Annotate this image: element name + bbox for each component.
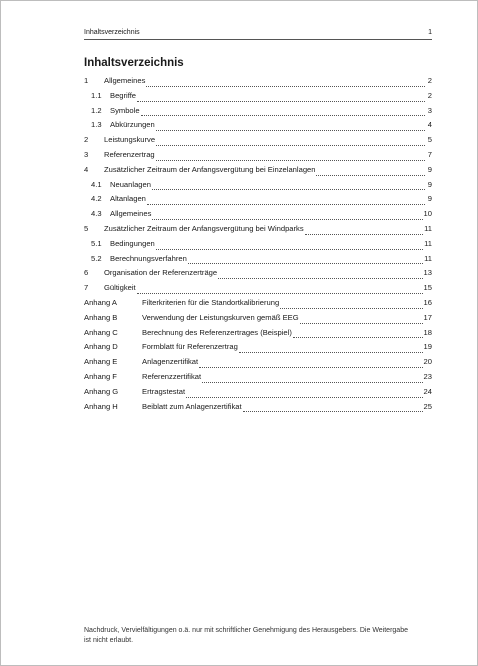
toc-entry[interactable] <box>84 254 432 269</box>
toc-entry[interactable] <box>84 135 432 150</box>
toc-entry-title: Formblatt für Referenzertrag <box>142 342 238 352</box>
toc-entry-page: 9 <box>427 164 432 174</box>
running-header-title: Inhaltsverzeichnis <box>84 29 140 36</box>
toc-entry-title: Beiblatt zum Anlagenzertifikat <box>142 401 242 411</box>
toc-entry-title: Zusätzlicher Zeitraum der Anfangsvergütung bei Einzelanlagen <box>104 164 316 174</box>
toc-entry-number: 1.3 <box>91 120 102 130</box>
toc-entry-number: 3 <box>84 149 89 159</box>
toc-entry-page: 24 <box>423 386 432 396</box>
toc-entry[interactable] <box>84 180 432 195</box>
toc-dot-leader <box>156 249 423 250</box>
toc-entry[interactable] <box>84 298 432 313</box>
toc-entry-title: Berechnung des Referenzertrages (Beispiel) <box>142 327 292 337</box>
running-header-page-number: 1 <box>428 29 432 36</box>
toc-dot-leader <box>243 411 423 412</box>
toc-entry-number: 7 <box>84 283 89 293</box>
toc-dot-leader <box>152 189 425 190</box>
toc-dot-leader <box>316 175 425 176</box>
toc-entry-title: Gültigkeit <box>104 283 136 293</box>
toc-dot-leader <box>146 86 425 87</box>
toc-entry[interactable] <box>84 372 432 387</box>
toc-entry-page: 9 <box>427 179 432 189</box>
toc-dot-leader <box>141 115 425 116</box>
toc-dot-leader <box>202 382 422 383</box>
toc-entry-number: Anhang H <box>84 401 118 411</box>
running-header <box>84 29 432 36</box>
toc-entry-page: 3 <box>427 105 432 115</box>
toc-entry-page: 18 <box>423 327 432 337</box>
toc-entry-title: Allgemeines <box>110 209 152 219</box>
toc-entry-number: Anhang E <box>84 357 118 367</box>
toc-entry-title: Allgemeines <box>104 76 146 85</box>
toc-entry-title: Leistungskurve <box>104 135 156 145</box>
toc-entry-title: Berechnungsverfahren <box>110 253 187 263</box>
toc-entry-page: 19 <box>423 342 432 352</box>
toc-entry-page: 5 <box>427 135 432 145</box>
toc-entry[interactable] <box>84 402 432 417</box>
toc-dot-leader <box>300 323 423 324</box>
toc-entry-page: 23 <box>423 371 432 381</box>
toc-entry-title: Ertragstestat <box>142 386 186 396</box>
toc-dot-leader <box>218 278 422 279</box>
toc-dot-leader <box>199 367 422 368</box>
toc-dot-leader <box>239 352 423 353</box>
toc-entry[interactable] <box>84 313 432 328</box>
toc-entry-title: Bedingungen <box>110 238 155 248</box>
toc-dot-leader <box>186 397 422 398</box>
toc-entry[interactable] <box>84 150 432 165</box>
toc-entry[interactable] <box>84 209 432 224</box>
toc-dot-leader <box>137 101 425 102</box>
toc-entry-title: Altanlagen <box>110 194 146 204</box>
toc-entry[interactable] <box>84 387 432 402</box>
toc-entry-number: Anhang B <box>84 312 118 322</box>
toc-entry-page: 9 <box>427 194 432 204</box>
toc-dot-leader <box>305 234 423 235</box>
toc-entry-page: 13 <box>423 268 432 278</box>
toc-entry[interactable] <box>84 106 432 121</box>
table-of-contents <box>84 76 432 416</box>
toc-dot-leader <box>293 337 423 338</box>
toc-dot-leader <box>156 160 425 161</box>
toc-entry[interactable] <box>84 357 432 372</box>
toc-entry-number: 5.2 <box>91 253 102 263</box>
toc-dot-leader <box>152 219 422 220</box>
toc-entry-number: Anhang A <box>84 297 117 307</box>
toc-entry-number: Anhang F <box>84 371 117 381</box>
toc-entry-page: 15 <box>423 283 432 293</box>
toc-entry-page: 11 <box>424 223 432 233</box>
toc-entry-page: 10 <box>423 209 432 219</box>
toc-entry[interactable] <box>84 239 432 254</box>
toc-entry-page: 2 <box>427 90 432 100</box>
toc-entry-title: Neuanlagen <box>110 179 151 189</box>
toc-entry-page: 2 <box>427 76 432 85</box>
toc-entry[interactable] <box>84 120 432 135</box>
toc-entry-title: Zusätzlicher Zeitraum der Anfangsvergütung bei Windparks <box>104 223 304 233</box>
toc-entry-number: Anhang D <box>84 342 118 352</box>
toc-entry-number: 1 <box>84 76 89 85</box>
toc-dot-leader <box>147 204 425 205</box>
toc-entry-title: Anlagenzertifikat <box>142 357 199 367</box>
toc-entry-number: 2 <box>84 135 89 145</box>
toc-entry-title: Referenzertrag <box>104 149 155 159</box>
toc-entry-title: Abkürzungen <box>110 120 155 130</box>
toc-entry[interactable] <box>84 165 432 180</box>
toc-entry-number: 4.3 <box>91 209 102 219</box>
toc-entry-number: 5.1 <box>91 238 102 248</box>
toc-entry-title: Verwendung der Leistungskurven gemäß EEG <box>142 312 299 322</box>
toc-entry-number: 1.1 <box>91 90 102 100</box>
toc-entry-title: Filterkriterien für die Standortkalibrierung <box>142 297 280 307</box>
toc-heading: Inhaltsverzeichnis <box>84 57 184 69</box>
toc-entry-title: Referenzzertifikat <box>142 371 202 381</box>
toc-entry[interactable] <box>84 91 432 106</box>
toc-entry-number: Anhang C <box>84 327 118 337</box>
toc-entry-number: Anhang G <box>84 386 119 396</box>
toc-dot-leader <box>156 145 425 146</box>
toc-entry-number: 5 <box>84 223 89 233</box>
toc-dot-leader <box>280 308 422 309</box>
toc-entry-number: 4.1 <box>91 179 102 189</box>
toc-entry-number: 4 <box>84 164 89 174</box>
toc-dot-leader <box>137 293 423 294</box>
toc-entry[interactable] <box>84 268 432 283</box>
toc-entry-number: 4.2 <box>91 194 102 204</box>
toc-dot-leader <box>156 130 425 131</box>
toc-entry[interactable] <box>84 328 432 343</box>
toc-entry-page: 4 <box>427 120 432 130</box>
toc-entry-number: 1.2 <box>91 105 102 115</box>
toc-dot-leader <box>188 263 423 264</box>
header-divider <box>84 39 432 40</box>
toc-entry[interactable] <box>84 283 432 298</box>
toc-entry-title: Begriffe <box>110 90 137 100</box>
toc-entry-page: 20 <box>423 357 432 367</box>
toc-entry-title: Symbole <box>110 105 140 115</box>
toc-entry-page: 11 <box>424 238 432 248</box>
toc-entry[interactable] <box>84 76 432 91</box>
copyright-notice: Nachdruck, Vervielfältigungen o.ä. nur mit schriftlicher Genehmigung des Herausgebers. Die Weitergabe ist nicht erlaubt. <box>84 627 408 644</box>
toc-entry-page: 17 <box>423 312 432 322</box>
toc-entry[interactable] <box>84 194 432 209</box>
toc-entry-page: 16 <box>423 297 432 307</box>
toc-entry-page: 7 <box>427 149 432 159</box>
toc-entry[interactable] <box>84 342 432 357</box>
toc-entry-page: 11 <box>424 253 432 263</box>
toc-entry-title: Organisation der Referenzerträge <box>104 268 218 278</box>
toc-entry[interactable] <box>84 224 432 239</box>
toc-entry-number: 6 <box>84 268 89 278</box>
toc-entry-page: 25 <box>423 401 432 411</box>
